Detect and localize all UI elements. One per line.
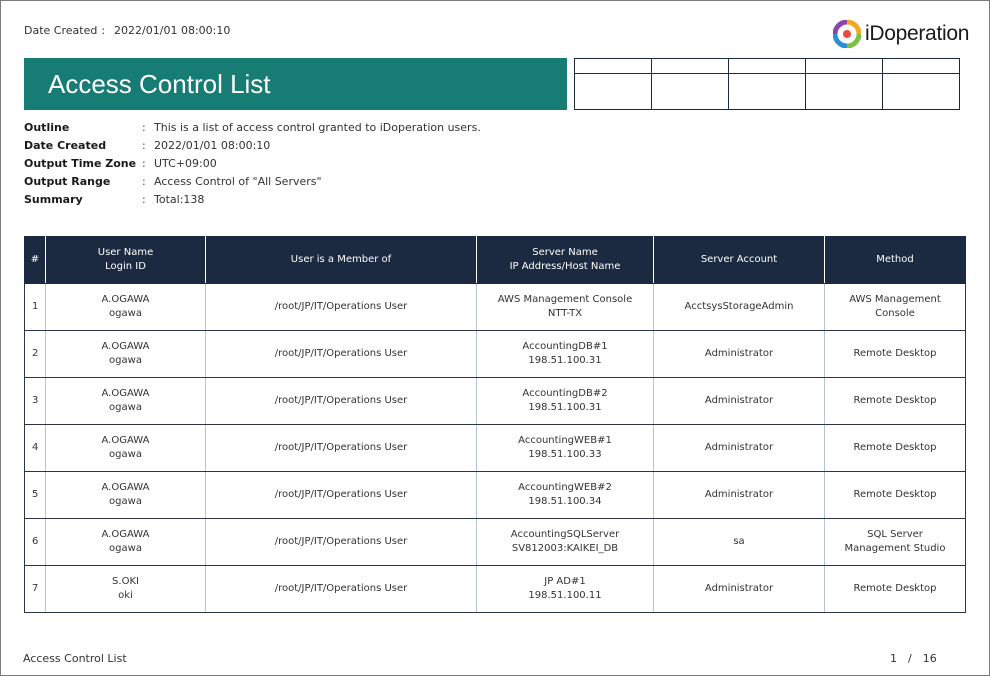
login-id: ogawa — [109, 402, 142, 413]
cell-user — [46, 425, 206, 472]
col-header-number — [25, 236, 46, 284]
login-id: ogawa — [109, 449, 142, 460]
page-total: 16 — [922, 652, 937, 665]
cell-user — [46, 472, 206, 519]
server-name: AccountingDB#1 — [522, 341, 608, 352]
cell-member: /root/JP/IT/Operations User — [206, 425, 477, 472]
meta-row-date-created — [24, 136, 481, 154]
cell-account: Administrator — [654, 472, 825, 519]
server-name: AccountingDB#2 — [522, 388, 608, 399]
stamp-cell — [806, 74, 883, 110]
method-text: Remote Desktop — [853, 583, 937, 594]
logo-text: iDoperation — [865, 22, 970, 45]
user-name: A.OGAWA — [101, 388, 150, 399]
user-name: A.OGAWA — [101, 482, 150, 493]
col-header-text: Server Name — [532, 246, 598, 258]
col-header-subtext: IP Address/Host Name — [509, 260, 621, 272]
cell-server — [477, 378, 654, 425]
stamp-cell — [883, 74, 960, 110]
cell-member: /root/JP/IT/Operations User — [206, 566, 477, 613]
user-name: A.OGAWA — [101, 341, 150, 352]
cell-number: 7 — [25, 566, 46, 613]
login-id: ogawa — [109, 308, 142, 319]
method-text: Remote Desktop — [853, 442, 937, 453]
meta-row-output-range — [24, 172, 481, 190]
login-id: ogawa — [109, 355, 142, 366]
cell-account: AcctsysStorageAdmin — [654, 284, 825, 331]
table-row — [25, 566, 966, 613]
page-current: 1 — [890, 652, 897, 665]
cell-user — [46, 284, 206, 331]
cell-user — [46, 378, 206, 425]
method-text-line2: Management Studio — [844, 543, 946, 554]
cell-user — [46, 331, 206, 378]
cell-server — [477, 472, 654, 519]
colon-separator: : — [142, 120, 146, 134]
login-id: oki — [118, 590, 133, 601]
cell-server — [477, 331, 654, 378]
host-address: SV812003:KAIKEI_DB — [511, 543, 619, 554]
meta-label: Summary — [24, 192, 83, 206]
cell-method — [825, 566, 966, 613]
user-name: A.OGAWA — [101, 435, 150, 446]
cell-method — [825, 378, 966, 425]
cell-number: 4 — [25, 425, 46, 472]
stamp-header-cell — [575, 59, 652, 74]
cell-method — [825, 519, 966, 566]
host-address: NTT-TX — [547, 308, 583, 319]
stamp-cell — [729, 74, 806, 110]
title-banner — [24, 58, 567, 110]
table-row — [25, 331, 966, 378]
cell-account: Administrator — [654, 425, 825, 472]
footer-title: Access Control List — [23, 652, 127, 665]
cell-user — [46, 519, 206, 566]
meta-row-time-zone — [24, 154, 481, 172]
page-title: Access Control List — [48, 68, 271, 99]
user-name: A.OGAWA — [101, 294, 150, 305]
cell-account: Administrator — [654, 331, 825, 378]
cell-account: Administrator — [654, 378, 825, 425]
stamp-cell — [575, 74, 652, 110]
meta-label: Output Time Zone — [24, 156, 137, 170]
server-name: AccountingWEB#2 — [518, 482, 612, 493]
col-header-user — [46, 236, 206, 284]
report-meta — [24, 118, 481, 208]
login-id: ogawa — [109, 543, 142, 554]
table-row — [25, 472, 966, 519]
meta-label: Outline — [24, 120, 70, 134]
col-header-text: User Name — [97, 246, 154, 258]
method-text: SQL Server — [867, 529, 923, 540]
page-indicator — [890, 652, 937, 665]
col-header-member — [206, 236, 477, 284]
colon-separator: : — [142, 138, 146, 152]
colon-separator: : — [101, 24, 106, 37]
colon-separator: : — [142, 156, 146, 170]
cell-server — [477, 284, 654, 331]
cell-number: 2 — [25, 331, 46, 378]
date-created-top — [24, 24, 230, 37]
meta-value: This is a list of access control granted to iDoperation users. — [154, 120, 481, 134]
user-name: A.OGAWA — [101, 529, 150, 540]
cell-account: Administrator — [654, 566, 825, 613]
host-address: 198.51.100.11 — [528, 590, 602, 601]
cell-member: /root/JP/IT/Operations User — [206, 472, 477, 519]
server-name: AccountingWEB#1 — [518, 435, 612, 446]
server-name: AccountingSQLServer — [510, 529, 620, 540]
page-separator: / — [908, 652, 912, 665]
meta-value: UTC+09:00 — [154, 156, 217, 170]
cell-account: sa — [654, 519, 825, 566]
login-id: ogawa — [109, 496, 142, 507]
host-address: 198.51.100.31 — [528, 402, 602, 413]
host-address: 198.51.100.33 — [528, 449, 602, 460]
cell-number: 6 — [25, 519, 46, 566]
server-name: AWS Management Console — [497, 294, 633, 305]
cell-number: 1 — [25, 284, 46, 331]
col-header-text: User is a Member of — [290, 253, 392, 265]
stamp-header-cell — [729, 59, 806, 74]
meta-value: Access Control of "All Servers" — [154, 174, 322, 188]
col-header-text: Server Account — [700, 253, 778, 265]
idoperation-logo — [833, 19, 969, 49]
stamp-header-cell — [652, 59, 729, 74]
colon-separator: : — [142, 192, 146, 206]
cell-method — [825, 472, 966, 519]
method-text: Remote Desktop — [853, 489, 937, 500]
cell-user — [46, 566, 206, 613]
meta-row-summary — [24, 190, 481, 208]
table-row — [25, 519, 966, 566]
stamp-header-cell — [883, 59, 960, 74]
cell-method — [825, 331, 966, 378]
meta-label: Date Created — [24, 138, 107, 152]
server-name: JP AD#1 — [544, 576, 586, 587]
cell-member: /root/JP/IT/Operations User — [206, 378, 477, 425]
meta-value: Total:138 — [154, 192, 205, 206]
cell-member: /root/JP/IT/Operations User — [206, 519, 477, 566]
cell-server — [477, 425, 654, 472]
col-header-text: Method — [876, 253, 914, 265]
colon-separator: : — [142, 174, 146, 188]
cell-server — [477, 566, 654, 613]
cell-server — [477, 519, 654, 566]
table-row — [25, 284, 966, 331]
method-text: Remote Desktop — [853, 395, 937, 406]
method-text: AWS Management Console — [849, 294, 941, 319]
cell-method — [825, 284, 966, 331]
meta-value: 2022/01/01 08:00:10 — [154, 138, 271, 152]
table-row — [25, 378, 966, 425]
date-created-label: Date Created — [24, 24, 98, 37]
col-header-server — [477, 236, 654, 284]
user-name: S.OKI — [112, 576, 139, 587]
cell-number: 3 — [25, 378, 46, 425]
cell-method — [825, 425, 966, 472]
col-header-account — [654, 236, 825, 284]
stamp-cell — [652, 74, 729, 110]
cell-member: /root/JP/IT/Operations User — [206, 284, 477, 331]
table-header-row — [25, 236, 966, 284]
stamp-header-cell — [806, 59, 883, 74]
cell-member: /root/JP/IT/Operations User — [206, 331, 477, 378]
approval-stamp-grid — [574, 58, 960, 110]
date-created-value: 2022/01/01 08:00:10 — [114, 24, 231, 37]
host-address: 198.51.100.34 — [528, 496, 602, 507]
method-text: Remote Desktop — [853, 348, 937, 359]
logo-ring-icon — [833, 20, 861, 48]
col-header-method — [825, 236, 966, 284]
meta-row-outline — [24, 118, 481, 136]
cell-number: 5 — [25, 472, 46, 519]
host-address: 198.51.100.31 — [528, 355, 602, 366]
table-row — [25, 425, 966, 472]
col-header-text: # — [30, 253, 40, 265]
col-header-subtext: Login ID — [105, 260, 146, 272]
meta-label: Output Range — [24, 174, 111, 188]
access-control-table — [24, 236, 966, 613]
